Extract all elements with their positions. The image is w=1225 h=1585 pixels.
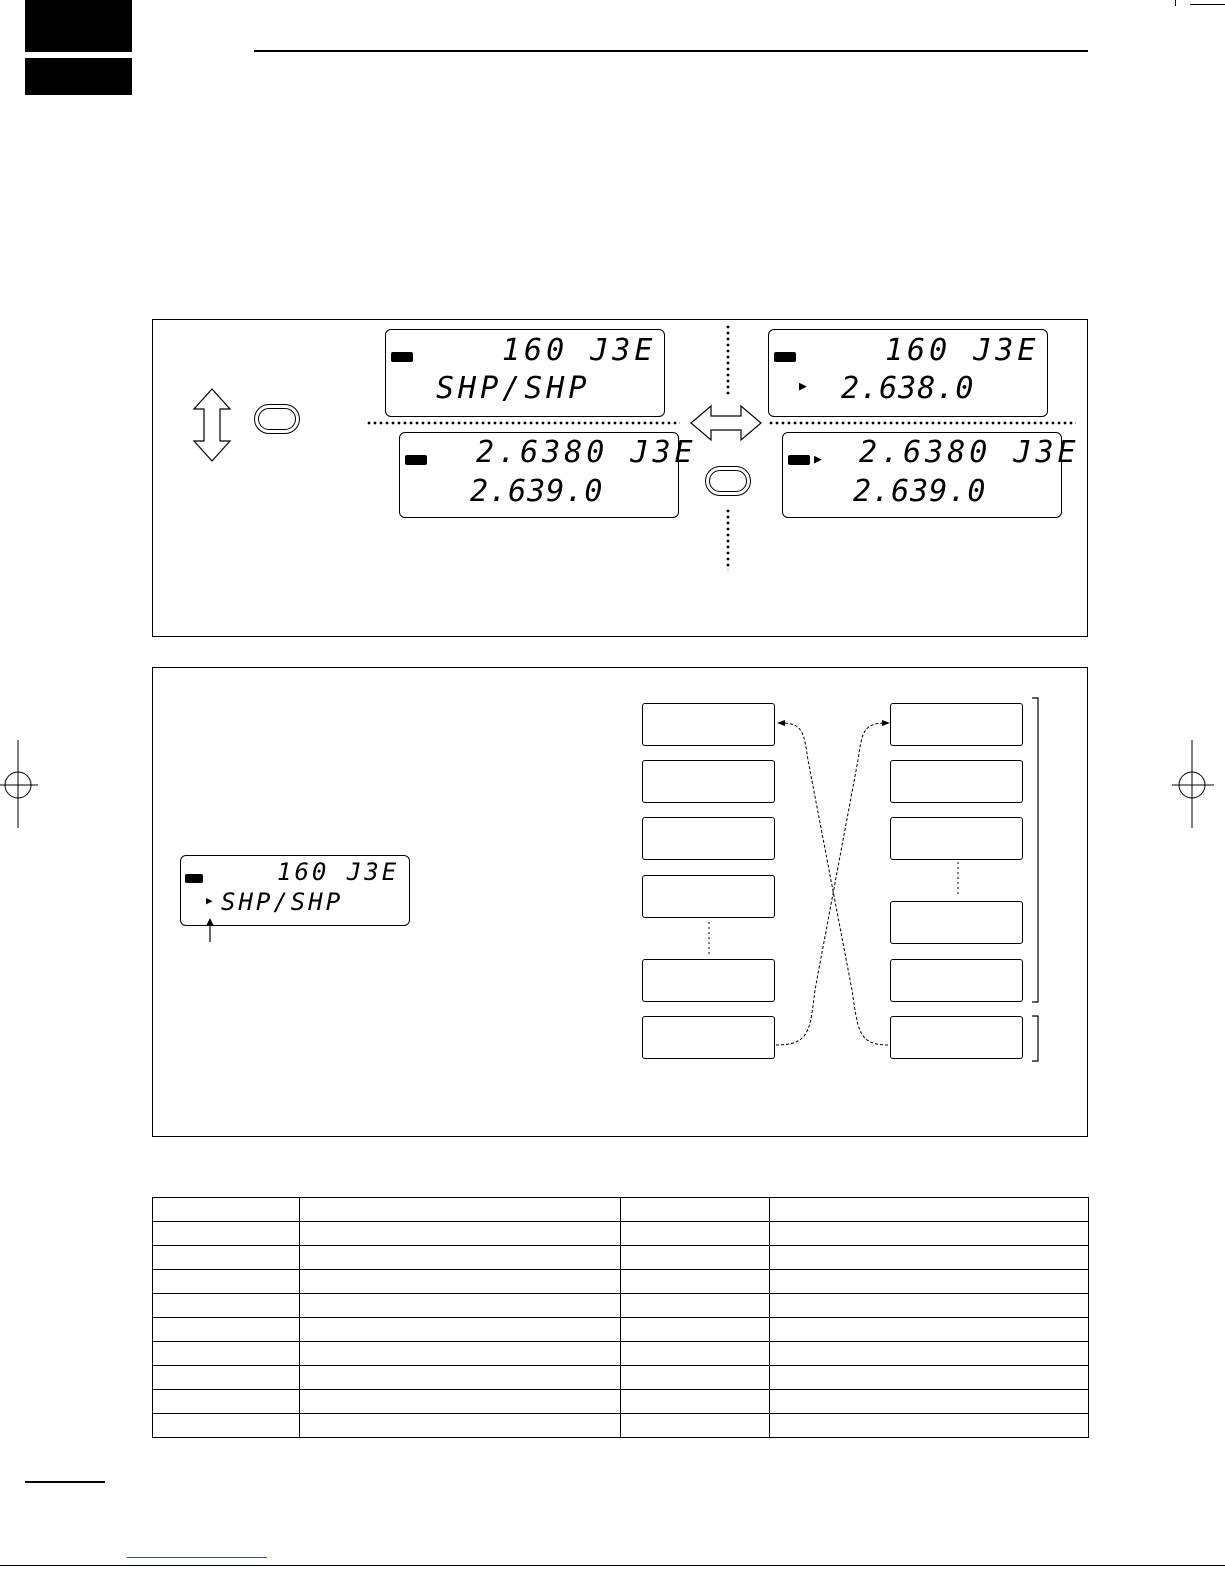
lcd-indicator [391,352,413,362]
up-arrow-icon [203,918,217,942]
table-row [153,1414,1089,1438]
lcd-line2: SHP/SHP [221,888,344,916]
lcd-indicator [185,874,203,883]
lcd-line1: 160 J3E [277,858,400,886]
connector-diagram [600,690,1060,1070]
section-tab-top [25,0,132,52]
pointer-icon: ▶ [814,452,822,467]
pointer-icon: ▶ [206,894,213,907]
lcd-display-bottom-right [782,432,1080,518]
lcd-display-top-left [385,329,665,417]
lcd-display-small [180,855,410,926]
table-row [153,1198,1089,1222]
dotted-separator-left [366,420,680,426]
table-row [153,1246,1089,1270]
lcd-line1: 2.6380 J3E [476,435,697,470]
crop-mark [1175,0,1176,6]
double-arrow-vertical-icon [190,387,234,463]
lcd-line2: 2.639.0 [470,474,604,509]
crop-mark [1190,4,1225,5]
table-row [153,1294,1089,1318]
dotted-separator-top [725,324,731,396]
table-row [153,1342,1089,1366]
lcd-indicator [774,352,796,362]
table-row [153,1366,1089,1390]
lcd-indicator [405,455,427,465]
dotted-separator-bottom [725,508,731,570]
lcd-line2: 2.638.0 [841,371,975,406]
lcd-line1: 2.6380 J3E [859,435,1080,470]
lcd-line2: SHP/SHP [436,371,591,406]
footer-rule-long [0,1565,1225,1566]
lcd-indicator [788,455,810,465]
lcd-display-top-right [768,329,1048,417]
registration-crosshair-icon [1170,740,1215,830]
table-row [153,1318,1089,1342]
footer-link-underline [127,1557,267,1558]
header-rule [254,50,1088,52]
lcd-display-bottom-left [399,432,697,518]
section-tab-bottom [25,58,132,95]
key-button-icon[interactable] [705,466,751,496]
lcd-line1: 160 J3E [885,333,1040,368]
footer-rule-short [25,1481,105,1483]
registration-crosshair-icon [0,740,40,830]
dotted-separator-right [768,420,1076,426]
table-row [153,1270,1089,1294]
key-button-icon[interactable] [254,404,300,434]
double-arrow-horizontal-icon [689,403,763,443]
table-row [153,1390,1089,1414]
data-table [152,1197,1089,1438]
lcd-line1: 160 J3E [502,333,657,368]
lcd-line2: 2.639.0 [853,474,987,509]
pointer-icon: ▶ [799,379,807,394]
table-row [153,1222,1089,1246]
